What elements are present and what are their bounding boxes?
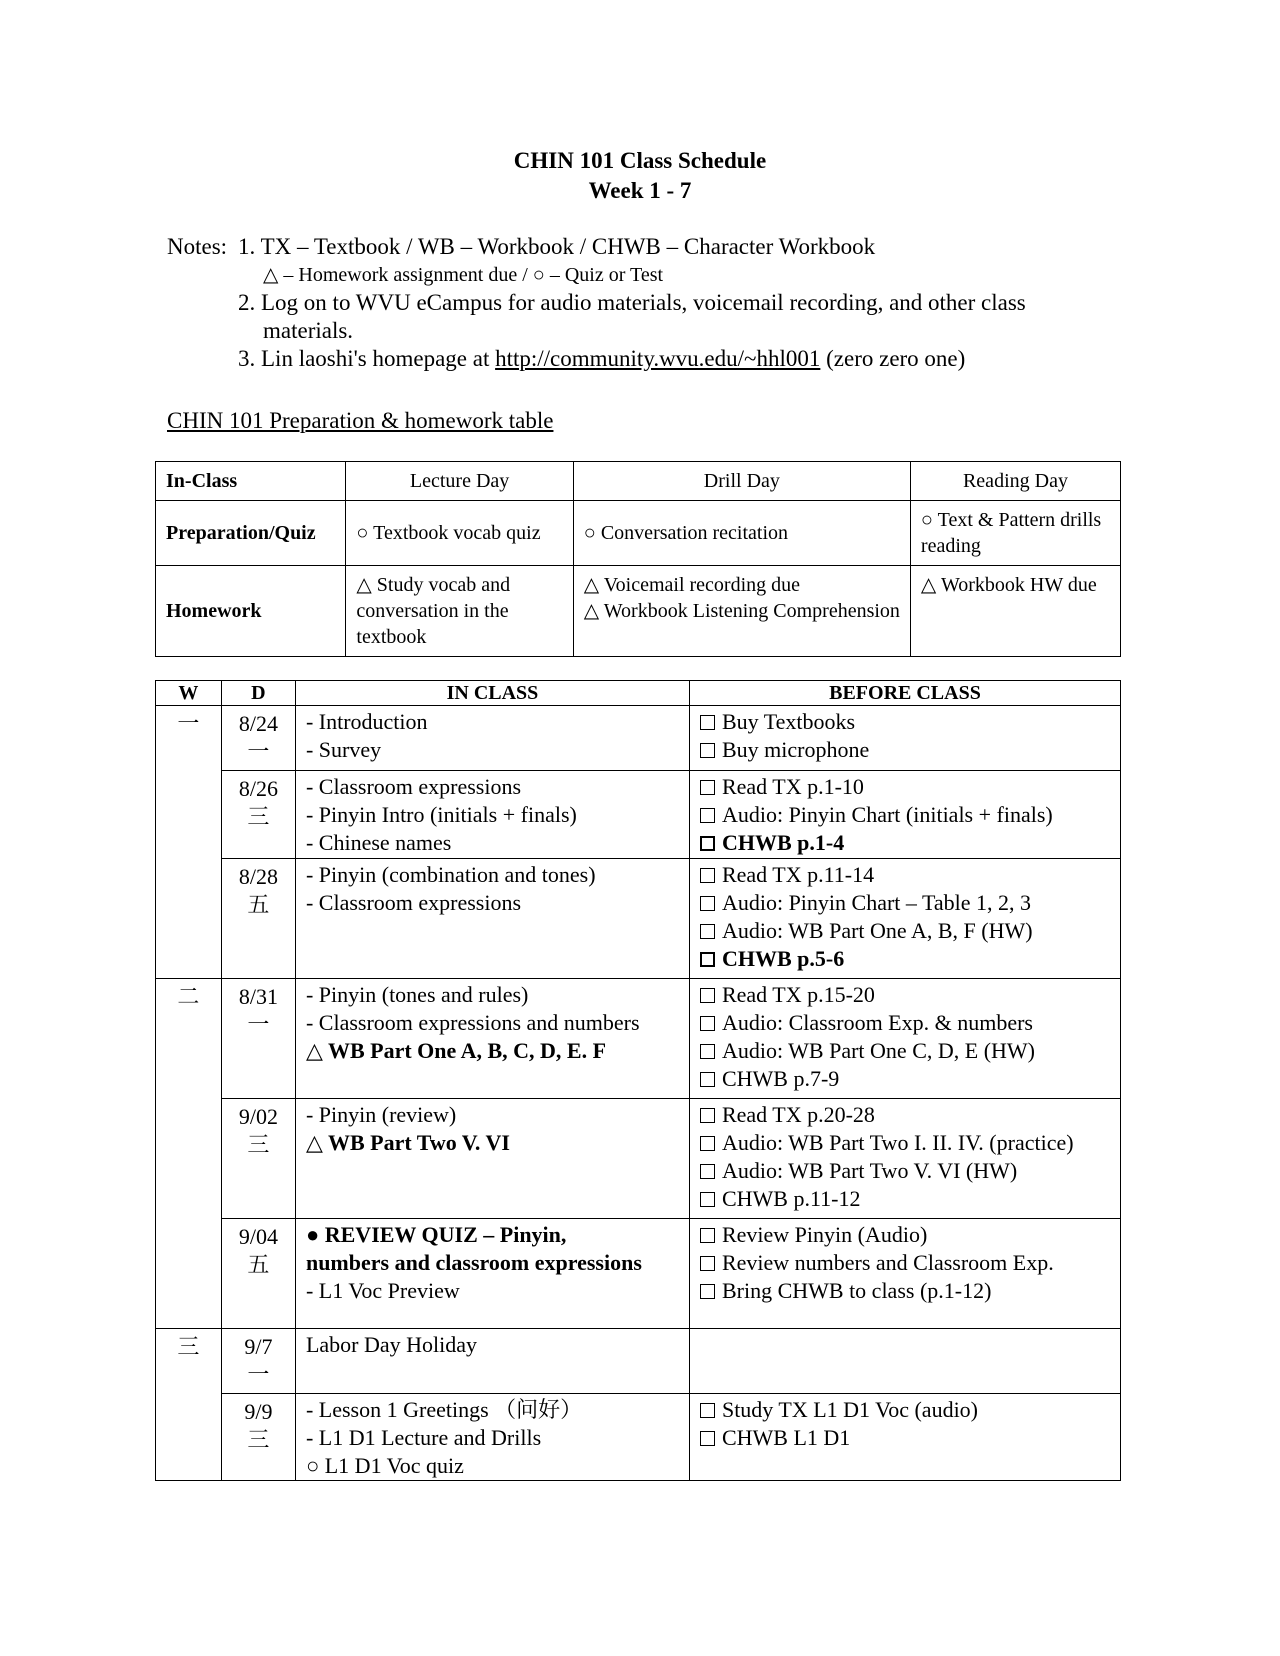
checklist-label: Study TX L1 D1 Voc (audio) (721, 1397, 979, 1422)
in-class-item: ○ L1 D1 Voc quiz (305, 1453, 464, 1478)
note-1: 1. TX – Textbook / WB – Workbook / CHWB – Character Workbook (238, 234, 876, 259)
date: 8/24 (238, 711, 278, 736)
table-row (156, 1219, 1121, 1329)
note-3 (238, 345, 965, 373)
date: 9/7 (244, 1334, 273, 1359)
table-row (156, 1329, 1121, 1394)
homework-row-label: Homework (156, 566, 346, 657)
prep-header-drill: Drill Day (573, 462, 910, 501)
checkbox-icon[interactable] (700, 1403, 715, 1418)
checklist-item[interactable] (700, 708, 1110, 736)
header-before-class: BEFORE CLASS (689, 681, 1120, 706)
homework-lecture-cell: △ Study vocab and conversation in the textbook (346, 566, 573, 657)
date: 8/26 (238, 776, 278, 801)
checkbox-icon[interactable] (700, 1108, 715, 1123)
checkbox-icon[interactable] (700, 1136, 715, 1151)
checklist-item[interactable] (700, 889, 1110, 917)
in-class-item: - Classroom expressions and numbers (305, 1010, 640, 1035)
checklist-label: Audio: WB Part Two V. VI (HW) (721, 1158, 1018, 1183)
prep-header-inclass: In-Class (156, 462, 346, 501)
in-class-cell (295, 706, 689, 771)
before-class-cell (689, 706, 1120, 771)
prep-row-label: Preparation/Quiz (156, 501, 346, 566)
date-cell (221, 706, 295, 771)
before-class-cell (689, 1394, 1120, 1481)
in-class-cell (295, 1394, 689, 1481)
week-cell: 三 (156, 1329, 222, 1481)
in-class-item: - Classroom expressions (305, 774, 522, 799)
checklist-item[interactable] (700, 736, 1110, 764)
table-row (156, 1394, 1121, 1481)
in-class-item: △ WB Part Two V. VI (305, 1130, 510, 1155)
checklist-item[interactable] (700, 773, 1110, 801)
checklist-item[interactable] (700, 861, 1110, 889)
week-cell: 一 (156, 706, 222, 979)
homework-drill-item: △ Workbook Listening Comprehension (583, 600, 900, 622)
checklist-item[interactable] (700, 1065, 1110, 1093)
header-in-class: IN CLASS (295, 681, 689, 706)
in-class-item: - Pinyin (tones and rules) (305, 982, 529, 1007)
checklist-label: Audio: Classroom Exp. & numbers (721, 1010, 1033, 1035)
note-3-text: 3. Lin laoshi's homepage at (238, 346, 496, 371)
checkbox-icon[interactable] (700, 1256, 715, 1271)
before-class-cell (689, 859, 1120, 979)
checklist-label: Review numbers and Classroom Exp. (721, 1250, 1054, 1275)
prep-header-lecture: Lecture Day (346, 462, 573, 501)
prep-lecture-cell: ○ Textbook vocab quiz (346, 501, 573, 566)
table-row (156, 979, 1121, 1099)
checklist-item[interactable] (700, 801, 1110, 829)
in-class-cell (295, 1099, 689, 1219)
checklist-item[interactable] (700, 1185, 1110, 1213)
checklist-label: Buy microphone (721, 737, 870, 762)
before-class-cell (689, 771, 1120, 859)
date: 8/28 (238, 864, 278, 889)
header-day: D (221, 681, 295, 706)
note-3-suffix: (zero zero one) (820, 346, 966, 371)
checklist-item[interactable] (700, 1129, 1110, 1157)
checkbox-icon[interactable] (700, 1284, 715, 1299)
in-class-item: - Classroom expressions (305, 890, 522, 915)
checkbox-icon[interactable] (700, 780, 715, 795)
weekday: 一 (247, 1362, 270, 1387)
date: 8/31 (238, 984, 278, 1009)
checklist-label: Read TX p.15-20 (721, 982, 875, 1007)
checkbox-icon[interactable] (700, 952, 715, 967)
checklist-label: CHWB p.5-6 (721, 946, 845, 971)
checkbox-icon[interactable] (700, 1228, 715, 1243)
checkbox-icon[interactable] (700, 1164, 715, 1179)
checkbox-icon[interactable] (700, 868, 715, 883)
checklist-label: Read TX p.20-28 (721, 1102, 875, 1127)
in-class-item: - L1 Voc Preview (305, 1278, 460, 1303)
checklist-label: CHWB p.11-12 (721, 1186, 861, 1211)
homepage-link[interactable]: http://community.wvu.edu/~hhl001 (495, 346, 821, 371)
in-class-cell (295, 1219, 689, 1329)
date: 9/9 (244, 1399, 273, 1424)
checklist-item[interactable] (700, 981, 1110, 1009)
checklist-item[interactable] (700, 1396, 1110, 1424)
note-2-cont: materials. (263, 318, 354, 343)
checklist-item[interactable] (700, 917, 1110, 945)
checklist-label: Review Pinyin (Audio) (721, 1222, 928, 1247)
prep-table-heading: CHIN 101 Preparation & homework table (167, 408, 554, 433)
before-class-cell (689, 1099, 1120, 1219)
review-quiz-title: ● REVIEW QUIZ – Pinyin, (305, 1222, 567, 1247)
date-cell (221, 979, 295, 1099)
checkbox-icon[interactable] (700, 715, 715, 730)
homework-reading-cell: △ Workbook HW due (910, 566, 1120, 657)
table-row (156, 771, 1121, 859)
checklist-label: Audio: WB Part One C, D, E (HW) (721, 1038, 1036, 1063)
checklist-label: Audio: Pinyin Chart – Table 1, 2, 3 (721, 890, 1032, 915)
date: 9/02 (238, 1104, 278, 1129)
checklist-label: Buy Textbooks (721, 709, 856, 734)
checkbox-icon[interactable] (700, 808, 715, 823)
checkbox-icon[interactable] (700, 1072, 715, 1087)
checklist-label: Audio: WB Part One A, B, F (HW) (721, 918, 1033, 943)
weekday: 三 (247, 1427, 270, 1452)
in-class-cell (295, 979, 689, 1099)
in-class-item: - Survey (305, 737, 382, 762)
checkbox-icon[interactable] (700, 1044, 715, 1059)
in-class-item: △ WB Part One A, B, C, D, E. F (305, 1038, 607, 1063)
checklist-item[interactable] (700, 1101, 1110, 1129)
weekday: 一 (247, 739, 270, 764)
date-cell (221, 771, 295, 859)
before-class-cell (689, 979, 1120, 1099)
in-class-item: - Lesson 1 Greetings （问好） (305, 1397, 583, 1422)
date: 9/04 (238, 1224, 278, 1249)
note-2: 2. Log on to WVU eCampus for audio materials, voicemail recording, and other class (238, 290, 1026, 315)
prep-header-row (156, 462, 1121, 501)
header-week: W (156, 681, 222, 706)
prep-header-reading: Reading Day (910, 462, 1120, 501)
weekday: 三 (247, 804, 270, 829)
checkbox-icon[interactable] (700, 836, 715, 851)
prep-drill-cell: ○ Conversation recitation (573, 501, 910, 566)
checkbox-icon[interactable] (700, 1431, 715, 1446)
prep-reading-cell: ○ Text & Pattern drills reading (910, 501, 1120, 566)
checklist-item[interactable] (700, 1157, 1110, 1185)
checkbox-icon[interactable] (700, 1192, 715, 1207)
in-class-item: - Introduction (305, 709, 428, 734)
schedule-table (155, 680, 1121, 1481)
in-class-item: - Pinyin (review) (305, 1102, 457, 1127)
date-cell (221, 1099, 295, 1219)
page-title: CHIN 101 Class Schedule (513, 148, 767, 173)
weekday: 三 (247, 1132, 270, 1157)
in-class-cell (295, 1329, 689, 1394)
weekday: 五 (247, 892, 270, 917)
week-cell: 二 (156, 979, 222, 1329)
checklist-label: Audio: Pinyin Chart (initials + finals) (721, 802, 1053, 827)
checklist-label: CHWB L1 D1 (721, 1425, 851, 1450)
date-cell (221, 859, 295, 979)
homework-row (156, 566, 1121, 657)
weekday: 五 (247, 1252, 270, 1277)
notes-section (167, 233, 1167, 373)
homework-drill-item: △ Voicemail recording due (583, 574, 801, 596)
page-subtitle: Week 1 - 7 (588, 178, 692, 203)
checkbox-icon[interactable] (700, 743, 715, 758)
checklist-item[interactable] (700, 1037, 1110, 1065)
checkbox-icon[interactable] (700, 1016, 715, 1031)
weekday: 一 (247, 1012, 270, 1037)
notes-label: Notes: (167, 234, 228, 259)
date-cell (221, 1219, 295, 1329)
checkbox-icon[interactable] (700, 924, 715, 939)
checklist-label: Read TX p.1-10 (721, 774, 864, 799)
table-row (156, 859, 1121, 979)
before-class-cell (689, 1329, 1120, 1394)
checkbox-icon[interactable] (700, 988, 715, 1003)
checklist-item[interactable] (700, 945, 1110, 973)
table-row (156, 1099, 1121, 1219)
table-row (156, 706, 1121, 771)
checklist-item[interactable] (700, 1277, 1110, 1305)
in-class-item: - Pinyin Intro (initials + finals) (305, 802, 577, 827)
in-class-cell (295, 771, 689, 859)
checkbox-icon[interactable] (700, 896, 715, 911)
checklist-item[interactable] (700, 1009, 1110, 1037)
checklist-label: Audio: WB Part Two I. II. IV. (practice) (721, 1130, 1074, 1155)
checklist-item[interactable] (700, 1221, 1110, 1249)
in-class-item: Labor Day Holiday (305, 1332, 478, 1357)
prep-quiz-row (156, 501, 1121, 566)
schedule-header-row (156, 681, 1121, 706)
before-class-cell (689, 1219, 1120, 1329)
date-cell (221, 1329, 295, 1394)
in-class-item: - L1 D1 Lecture and Drills (305, 1425, 542, 1450)
checklist-item[interactable] (700, 1249, 1110, 1277)
note-1-symbols: △ – Homework assignment due / ○ – Quiz or Test (263, 264, 664, 286)
preparation-table (155, 461, 1121, 657)
in-class-item: - Pinyin (combination and tones) (305, 862, 596, 887)
in-class-item: - Chinese names (305, 830, 452, 855)
checklist-item[interactable] (700, 829, 1110, 857)
date-cell (221, 1394, 295, 1481)
homework-drill-cell (573, 566, 910, 657)
review-quiz-title: numbers and classroom expressions (305, 1250, 642, 1275)
checklist-item[interactable] (700, 1424, 1110, 1452)
checklist-label: Read TX p.11-14 (721, 862, 875, 887)
checklist-label: Bring CHWB to class (p.1-12) (721, 1278, 992, 1303)
in-class-cell (295, 859, 689, 979)
checklist-label: CHWB p.7-9 (721, 1066, 840, 1091)
checklist-label: CHWB p.1-4 (721, 830, 845, 855)
